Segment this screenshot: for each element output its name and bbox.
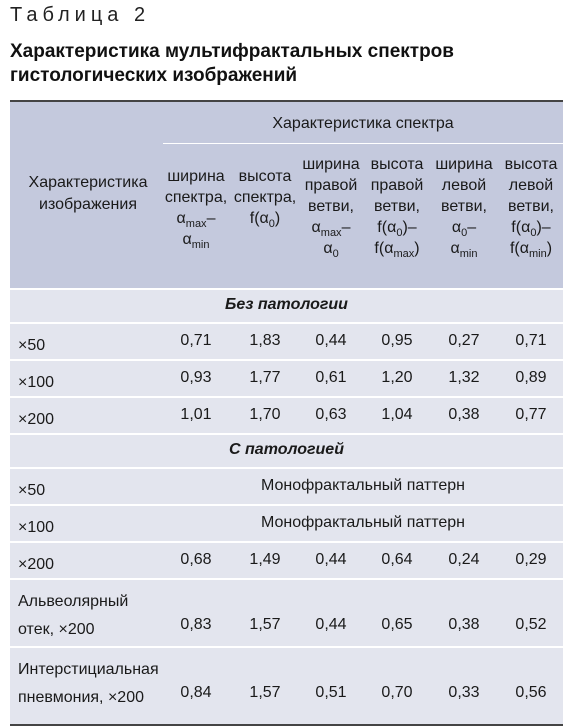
value-cell: 1,49 <box>249 551 281 568</box>
column-header-line: ширина <box>435 156 493 173</box>
row-label <box>18 332 45 360</box>
column-header-formula: $\alpha_0$ <box>323 240 339 261</box>
value-cell: 1,83 <box>249 332 281 349</box>
row-label-line: ×200 <box>18 556 55 573</box>
row-label-line: пневмония, ×200 <box>18 689 144 706</box>
column-header-line: правой <box>304 177 358 194</box>
column-header-line: ветви, <box>374 198 420 215</box>
row-label-line: ×100 <box>18 519 55 536</box>
column-header-formula: $f(\alpha_{max})$ <box>374 240 420 261</box>
value-cell: 0,68 <box>180 551 212 568</box>
merged-cell: Монофрактальный паттерн <box>260 514 466 531</box>
value-cell: 0,24 <box>448 551 480 568</box>
value-cell: 0,38 <box>448 616 480 633</box>
value-cell: 0,56 <box>515 684 547 701</box>
value-cell: 1,01 <box>180 406 212 423</box>
column-header-line: ширина <box>302 156 360 173</box>
value-cell: 0,29 <box>515 551 547 568</box>
column-header-line: левой <box>508 177 554 194</box>
row-label <box>18 369 54 397</box>
column-header-formula: $f(\alpha_0)-$ <box>511 219 551 240</box>
value-cell: 0,44 <box>315 551 347 568</box>
column-header-formula: $f(\alpha_0)-$ <box>377 219 417 240</box>
value-cell: 0,84 <box>180 684 212 701</box>
column-header-line: ветви, <box>308 198 354 215</box>
value-cell: 0,52 <box>515 616 547 633</box>
column-header-formula: $f(\alpha_{min})$ <box>509 240 553 261</box>
column-header-line: правой <box>370 177 424 194</box>
value-cell: 0,65 <box>381 616 413 633</box>
value-cell: 1,77 <box>249 369 281 386</box>
row-label-line: ×50 <box>18 482 46 499</box>
value-cell: 1,70 <box>249 406 281 423</box>
column-header-line: спектра, <box>164 189 228 206</box>
data-table <box>10 100 563 726</box>
value-cell: 0,44 <box>315 332 347 349</box>
row-label <box>18 477 45 505</box>
header-divider <box>163 143 563 144</box>
row-label-line: Альвеолярный <box>18 593 129 610</box>
value-cell: 0,70 <box>381 684 413 701</box>
value-cell: 0,71 <box>515 332 547 349</box>
column-header <box>298 154 364 259</box>
merged-cell: Монофрактальный паттерн <box>260 477 466 494</box>
table-number: Таблица 2 <box>10 4 151 26</box>
column-header <box>498 154 564 259</box>
column-header-formula: $f(\alpha_0)$ <box>249 210 281 231</box>
value-cell: 0,33 <box>448 684 480 701</box>
column-header-line: ветви, <box>441 198 487 215</box>
column-header-line: ширина <box>167 168 225 185</box>
row-label-line: ×50 <box>18 337 46 354</box>
value-cell: 1,20 <box>381 369 413 386</box>
value-cell: 0,27 <box>448 332 480 349</box>
row-label <box>18 588 128 644</box>
column-header-formula: $\alpha_0-$ <box>451 219 477 240</box>
value-cell: 0,83 <box>180 616 212 633</box>
column-header <box>232 166 298 229</box>
value-cell: 1,57 <box>249 684 281 701</box>
column-header-line: ветви, <box>508 198 554 215</box>
value-cell: 0,51 <box>315 684 347 701</box>
column-header-line: левой <box>441 177 487 194</box>
column-header <box>431 154 497 259</box>
value-cell: 0,38 <box>448 406 480 423</box>
row-label-line: Интерстициальная <box>18 661 159 678</box>
value-cell: 1,57 <box>249 616 281 633</box>
value-cell: 0,95 <box>381 332 413 349</box>
value-cell: 0,89 <box>515 369 547 386</box>
row-label-line: ×200 <box>18 411 55 428</box>
column-header-formula: $\alpha_{min}$ <box>182 231 210 252</box>
row-label <box>18 514 54 542</box>
value-cell: 0,93 <box>180 369 212 386</box>
value-cell: 1,04 <box>381 406 413 423</box>
value-cell: 1,32 <box>448 369 480 386</box>
column-header <box>163 166 229 250</box>
value-cell: 0,64 <box>381 551 413 568</box>
section-title: С патологией <box>229 441 344 458</box>
column-header-line: высота <box>370 156 424 173</box>
row-label <box>18 656 159 712</box>
value-cell: 0,61 <box>315 369 347 386</box>
row-label <box>18 551 54 579</box>
section-title: Без патологии <box>225 296 348 313</box>
table-caption: Характеристика мультифрактальных спектров гистологических изображений <box>10 41 454 86</box>
value-cell: 0,71 <box>180 332 212 349</box>
column-header-line: спектра, <box>233 189 297 206</box>
row-label <box>18 406 54 434</box>
value-cell: 0,44 <box>315 616 347 633</box>
row-label-line: отек, ×200 <box>18 621 95 638</box>
value-cell: 0,63 <box>315 406 347 423</box>
row-header: Характеристика изображения <box>28 174 148 213</box>
column-header-line: высота <box>238 168 292 185</box>
column-header-formula: $\alpha_{max}-$ <box>311 219 351 240</box>
group-header: Характеристика спектра <box>272 115 454 132</box>
row-label-line: ×100 <box>18 374 55 391</box>
column-header-formula: $\alpha_{min}$ <box>450 240 478 261</box>
value-cell: 0,77 <box>515 406 547 423</box>
column-header-formula: $\alpha_{max}-$ <box>176 210 216 231</box>
column-header <box>364 154 430 259</box>
column-header-line: высота <box>504 156 558 173</box>
